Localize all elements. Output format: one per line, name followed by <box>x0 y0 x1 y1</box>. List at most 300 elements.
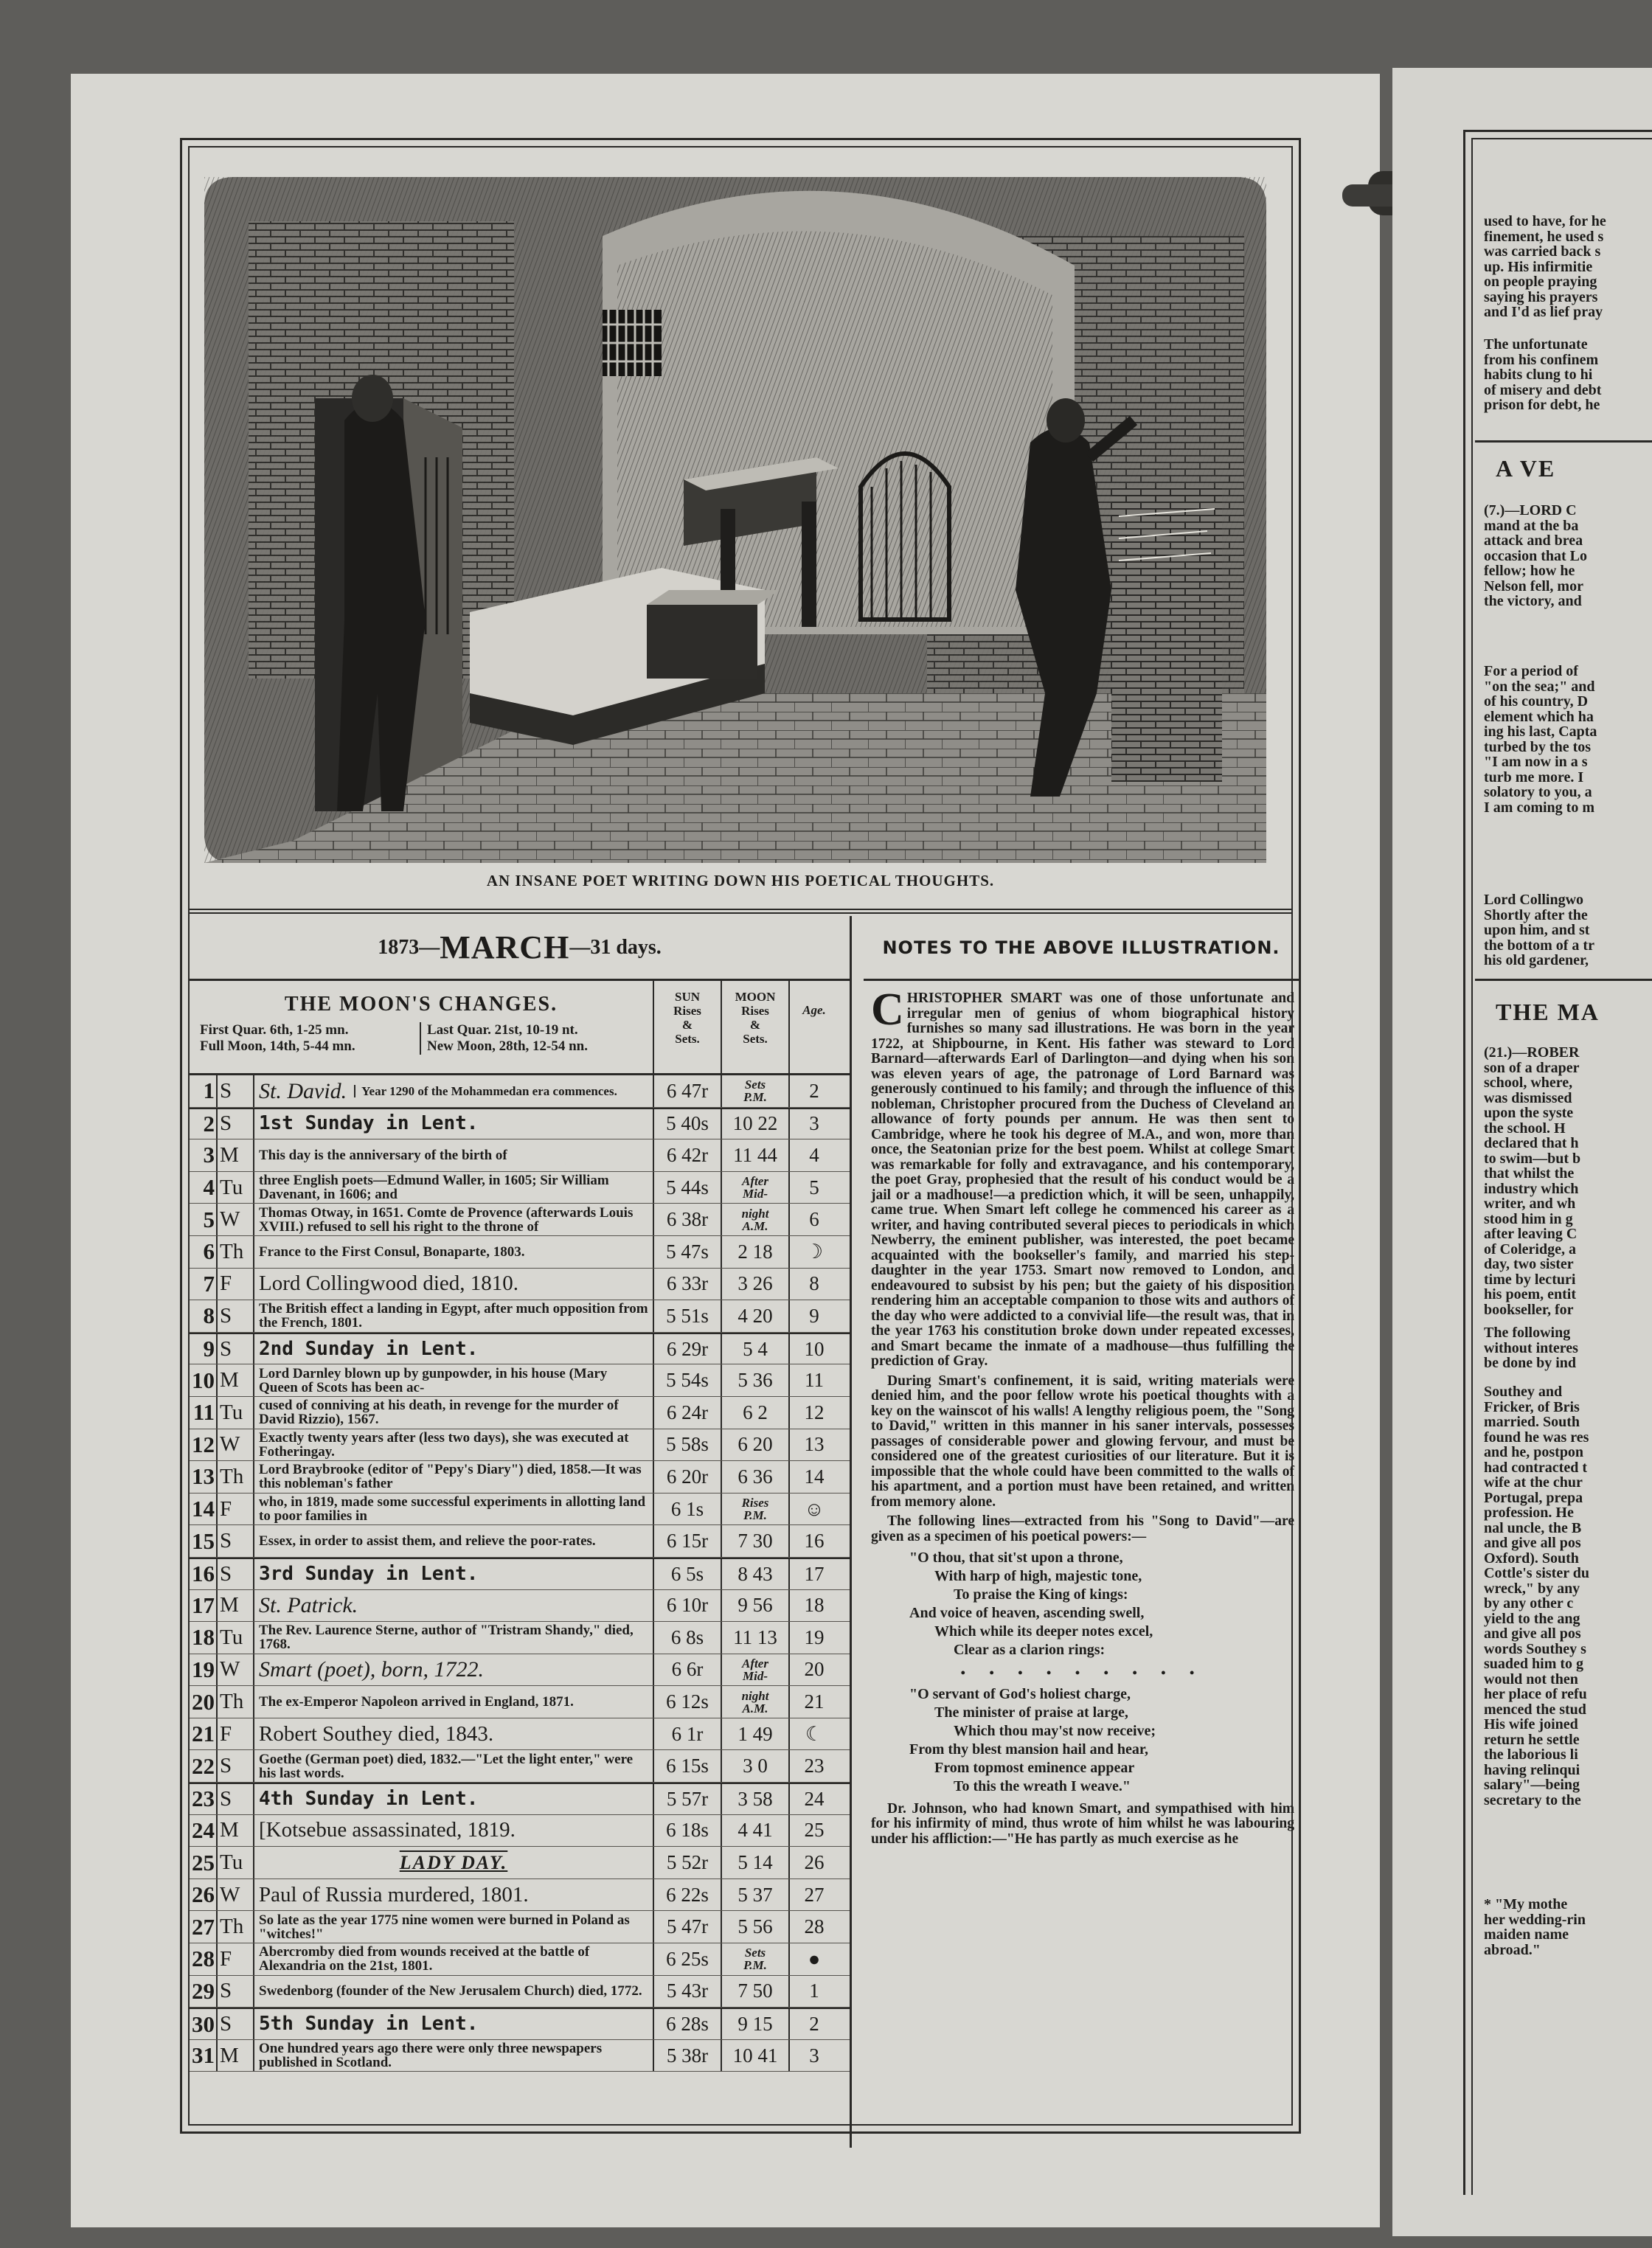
page-frame-inner <box>188 146 1293 2126</box>
text-line: her wedding-rin <box>1484 1911 1586 1928</box>
event-main: [Kotsebue assassinated, 1819. <box>259 1818 516 1842</box>
calendar-row <box>190 1429 850 1462</box>
moon-age: 2 <box>809 2013 819 2036</box>
event-text <box>254 1943 654 1975</box>
event-main: three English poets—Edmund Waller, in 1605; Sir William Davenant, in 1606; and <box>259 1173 609 1203</box>
sun-rise-set: 5 47s <box>654 1236 722 1268</box>
event-main: Essex, in order to assist them, and relieve the poor-rates. <box>259 1533 596 1550</box>
day-number: 12 <box>190 1429 218 1461</box>
day-number: 22 <box>190 1750 218 1782</box>
text-line: mand at the ba <box>1484 517 1579 534</box>
event-main: Robert Southey died, 1843. <box>259 1721 494 1746</box>
weekday: F <box>218 1269 254 1300</box>
illustration-caption: AN INSANE POET WRITING DOWN HIS POETICAL THOUGHTS. <box>486 872 995 889</box>
text-line: his old gardener, <box>1484 952 1589 968</box>
calendar-row <box>190 2040 850 2072</box>
calendar-row <box>190 1879 850 1912</box>
text-line: secretary to the <box>1484 1791 1581 1808</box>
day-number: 3 <box>190 1139 218 1171</box>
right-rule-2 <box>1475 979 1652 981</box>
event-text <box>254 1879 654 1911</box>
calendar-row <box>190 1847 850 1879</box>
text-line: habits clung to hi <box>1484 367 1593 383</box>
text-line: upon the syste <box>1484 1105 1574 1121</box>
weekday: Th <box>218 1686 254 1718</box>
moon-age: 1 <box>809 1980 819 2002</box>
weekday: S <box>218 2009 254 2039</box>
day-number: 26 <box>190 1879 218 1911</box>
moon-age: ● <box>808 1947 821 1970</box>
moon-changes-right: Last Quar. 21st, 10-19 nt. New Moon, 28th, 12-54 nn. <box>420 1022 647 1055</box>
text-line: son of a draper <box>1484 1059 1580 1076</box>
event-main: Swedenborg (founder of the New Jerusalem Church) died, 1772. <box>259 1983 642 1999</box>
weekday: M <box>218 1139 254 1171</box>
event-main: Abercromby died from wounds received at the battle of Alexandria on the 21st, 1801. <box>259 1944 590 1974</box>
day-number: 4 <box>190 1172 218 1204</box>
day-number: 17 <box>190 1590 218 1622</box>
dash: — <box>419 935 440 959</box>
weekday: F <box>218 1943 254 1975</box>
sun-rise-set: 6 24r <box>654 1397 722 1429</box>
text-line: the laborious li <box>1484 1746 1578 1763</box>
moon-age: 9 <box>809 1304 819 1327</box>
moon-rise-set: 5 36 <box>722 1364 790 1396</box>
sun-rise-set: 5 40s <box>654 1109 722 1139</box>
text-line: attack and brea <box>1484 532 1583 549</box>
moon-rise-set: 6 20 <box>722 1429 790 1461</box>
moon-age: 16 <box>804 1530 825 1553</box>
event-main: One hundred years ago there were only three newspapers published in Scotland. <box>259 2041 603 2071</box>
text-line: Shortly after the <box>1484 906 1588 923</box>
text-line: fellow; how he <box>1484 563 1575 579</box>
moon-rise-set: 6 36 <box>722 1461 790 1493</box>
calendar-row <box>190 1911 850 1943</box>
notes-paragraph-2: During Smart's confinement, it is said, writing materials were denied him, and the poor fellow wrote his poetical thoughts with a key on the wainscot of his walls! A lengthy religious poem, the "Song to David," written in this manner in his saner intervals, possesses passages of considerable power and glowing fervour, and must be considered one of the greatest curiosities of our literature. But it is impossible that the whole could have been committed to the walls of his apartment, and a portion must have been retained, and written from memory alone. <box>871 1373 1294 1510</box>
sun-rise-set: 6 10r <box>654 1590 722 1622</box>
weekday: W <box>218 1429 254 1461</box>
weekday: Th <box>218 1461 254 1493</box>
event-text <box>254 1364 654 1396</box>
moon-age: 10 <box>804 1337 825 1360</box>
text-line: that whilst the <box>1484 1165 1575 1182</box>
moon-rise-set: After Mid- <box>722 1172 790 1204</box>
weekday: S <box>218 1525 254 1557</box>
calendar-row <box>190 1686 850 1718</box>
calendar-row <box>190 1333 850 1365</box>
event-main: Smart (poet), born, 1722. <box>259 1657 484 1682</box>
weekday: F <box>218 1494 254 1525</box>
text-line: day, two sister <box>1484 1256 1574 1272</box>
age-column-header: Age. <box>802 1003 826 1017</box>
weekday: M <box>218 1815 254 1847</box>
event-main: 2nd Sunday in Lent. <box>259 1337 479 1360</box>
weekday: S <box>218 1300 254 1332</box>
right-text-block-5 <box>1484 892 1652 968</box>
event-main: Thomas Otway, in 1651. Comte de Provence (afterwards Louis XVIII.) refused to sell his right to the throne of <box>259 1204 634 1235</box>
moon-age: 26 <box>804 1851 825 1874</box>
weekday: S <box>218 1075 254 1107</box>
event-main: The Rev. Laurence Sterne, author of "Tristram Shandy," died, 1768. <box>259 1623 634 1653</box>
sun-rise-set: 6 47r <box>654 1075 722 1107</box>
moon-age: 4 <box>809 1143 819 1166</box>
moon-rise-set: 2 18 <box>722 1236 790 1268</box>
moon-rise-set: 7 50 <box>722 1976 790 2008</box>
moon-age: 2 <box>809 1079 819 1102</box>
event-main: France to the First Consul, Bonaparte, 1803. <box>259 1243 525 1260</box>
sun-rise-set: 6 15r <box>654 1525 722 1557</box>
text-line: on people praying <box>1484 274 1597 290</box>
days-count: —31 days. <box>569 935 662 959</box>
event-main: 4th Sunday in Lent. <box>259 1787 479 1810</box>
moon-changes-box <box>190 981 654 1073</box>
text-line: stood him in g <box>1484 1210 1573 1227</box>
event-text <box>254 1847 654 1878</box>
moon-rise-set: 9 56 <box>722 1590 790 1622</box>
event-text <box>254 1911 654 1943</box>
text-line: (7.)—LORD C <box>1484 502 1577 518</box>
day-number: 15 <box>190 1525 218 1557</box>
text-line: had contracted t <box>1484 1459 1587 1476</box>
day-number: 18 <box>190 1622 218 1654</box>
moon-age: 19 <box>804 1626 825 1648</box>
weekday: S <box>218 1750 254 1782</box>
moon-rise-set: 11 44 <box>722 1139 790 1171</box>
moon-rise-set: Rises P.M. <box>722 1494 790 1525</box>
page-frame <box>180 138 1301 2134</box>
sun-rise-set: 6 25s <box>654 1943 722 1975</box>
notes-paragraph-4: Dr. Johnson, who had known Smart, and sympathised with him for his infirmity of mind, thus wrote of him whilst he was labouring under his affliction:—"He has partly as much exercise as he <box>871 1800 1294 1847</box>
day-number: 23 <box>190 1784 218 1814</box>
moon-rise-set: 5 37 <box>722 1879 790 1911</box>
event-text <box>254 1815 654 1847</box>
day-number: 25 <box>190 1847 218 1878</box>
event-secondary: Year 1290 of the Mohammedan era commences. <box>354 1085 617 1097</box>
calendar-row <box>190 1783 850 1815</box>
text-line: His wife joined <box>1484 1716 1578 1732</box>
text-line: finement, he used s <box>1484 228 1604 245</box>
left-page <box>71 74 1380 2227</box>
text-line: school, where, <box>1484 1075 1573 1091</box>
event-text <box>254 1718 654 1750</box>
text-line: occasion that Lo <box>1484 547 1587 564</box>
moon-rise-set: 5 14 <box>722 1847 790 1878</box>
moon-age: 24 <box>804 1787 825 1810</box>
moon-age: ☺ <box>804 1497 825 1520</box>
weekday: W <box>218 1879 254 1911</box>
calendar-row <box>190 1204 850 1236</box>
sun-rise-set: 6 12s <box>654 1686 722 1718</box>
day-number: 9 <box>190 1334 218 1364</box>
moon-column-header: MOON Rises & Sets. <box>722 981 790 1073</box>
calendar-row <box>190 1108 850 1140</box>
text-line: The unfortunate <box>1484 336 1588 353</box>
moon-age: 13 <box>804 1433 825 1456</box>
text-line: having relinqui <box>1484 1761 1580 1778</box>
text-line: and he, postpon <box>1484 1444 1584 1460</box>
text-line: prison for debt, he <box>1484 397 1600 413</box>
moon-age: 28 <box>804 1915 825 1938</box>
text-line: declared that h <box>1484 1135 1579 1151</box>
text-line: without interes <box>1484 1339 1578 1356</box>
event-text <box>254 1559 654 1589</box>
weekday: Th <box>218 1911 254 1943</box>
right-page-fragment <box>1392 68 1652 2236</box>
weekday: W <box>218 1654 254 1686</box>
text-line: ing his last, Capta <box>1484 724 1597 740</box>
event-text <box>254 1429 654 1461</box>
event-main: LADY DAY. <box>399 1852 508 1874</box>
moon-age: 20 <box>804 1658 825 1681</box>
day-number: 29 <box>190 1976 218 2008</box>
sun-rise-set: 5 43r <box>654 1976 722 2008</box>
text-line: bookseller, for <box>1484 1301 1574 1318</box>
event-main: So late as the year 1775 nine women were burned in Poland as "witches!" <box>259 1912 630 1942</box>
event-text <box>254 1750 654 1782</box>
text-line: married. South <box>1484 1414 1580 1430</box>
month-header <box>190 916 850 981</box>
event-text <box>254 1686 654 1718</box>
moon-rise-set: 3 58 <box>722 1784 790 1814</box>
right-text-block-4 <box>1484 664 1652 815</box>
event-main: The ex-Emperor Napoleon arrived in England, 1871. <box>259 1694 574 1710</box>
text-line: of his country, D <box>1484 693 1589 710</box>
sun-rise-set: 6 33r <box>654 1269 722 1300</box>
weekday: S <box>218 1976 254 2008</box>
right-heading-2: THE MA <box>1496 999 1600 1025</box>
text-line: writer, and wh <box>1484 1196 1576 1212</box>
calendar-row <box>190 1300 850 1333</box>
calendar-row <box>190 1461 850 1494</box>
poem-stanza-2: "O servant of God's holiest charge, The minister of praise at large, Which thou may'st now receive; From thy blest mansion hail and hear, From topmost eminence appear To this the wreath I weave." <box>909 1685 1156 1794</box>
event-main: cused of conniving at his death, in revenge for the murder of David Rizzio), 1567. <box>259 1398 619 1428</box>
event-main: 5th Sunday in Lent. <box>259 2013 479 2036</box>
event-text <box>254 1976 654 2008</box>
weekday: M <box>218 2040 254 2072</box>
moon-rise-set: 1 49 <box>722 1718 790 1750</box>
calendar-row <box>190 1269 850 1301</box>
calendar-row <box>190 1654 850 1687</box>
calendar-column-headers <box>190 981 850 1075</box>
event-text <box>254 1784 654 1814</box>
event-main: St. David. <box>259 1078 347 1103</box>
text-line: the bottom of a tr <box>1484 937 1594 954</box>
sun-rise-set: 6 20r <box>654 1461 722 1493</box>
event-text <box>254 1109 654 1139</box>
text-line: used to have, for he <box>1484 213 1606 229</box>
moon-rise-set: night A.M. <box>722 1204 790 1235</box>
event-text <box>254 1461 654 1493</box>
text-line: menced the stud <box>1484 1701 1586 1718</box>
text-line: turb me more. I <box>1484 769 1584 785</box>
moon-age: 3 <box>809 1112 819 1135</box>
text-line: wife at the chur <box>1484 1474 1583 1491</box>
sun-rise-set: 5 52r <box>654 1847 722 1878</box>
event-text <box>254 1236 654 1268</box>
event-text <box>254 1525 654 1557</box>
weekday: Th <box>218 1236 254 1268</box>
sun-rise-set: 5 47r <box>654 1911 722 1943</box>
moon-age: 25 <box>804 1819 825 1842</box>
notes-column <box>864 916 1299 2148</box>
text-line: For a period of <box>1484 663 1578 679</box>
sun-rise-set: 6 5s <box>654 1559 722 1589</box>
text-line: maiden name <box>1484 1926 1569 1943</box>
moon-age: 6 <box>809 1208 819 1231</box>
text-line: was carried back s <box>1484 243 1601 260</box>
moon-age: ☾ <box>805 1722 824 1745</box>
notes-body <box>864 981 1299 1847</box>
notes-paragraph-1: CHRISTOPHER SMART was one of those unfortunate and irregular men of genius of whom biographical history furnishes so many sad illustrations. He was born in the year 1722, at Shipbourne, in Kent. His father was steward to Lord Barnard—afterwards Earl of Darlington—and dying when his son was eleven years of age, the patronage of Lord Barnard was generously continued to his family; and through the influence of this nobleman, Christopher procured from the Duchess of Cleveland an allowance of forty pounds per annum. He was then sent to Cambridge, where he took his degree of M.A., and won, more than once, the Seatonian prize for the best poem. Whilst at college Smart was remarkable for folly and extravagance, and his contemporary, the poet Gray, prophesied that the result of his conduct would be a jail or a madhouse!—a prediction which, it will be seen, unhappily, came true. When Smart left college he commenced his career as a writer, and having contributed several pieces to periodicals in which Newberry, the eminent publisher, was interested, the poet became acquainted with the bookseller's family, and married his step-daughter in the year 1753. Smart now removed to London, and endeavoured to subsist by his pen; but the gaiety of his disposition rendering him an acceptable companion to those wits and authors of the day who were addicted to a convivial life—the result was, that in the year 1763 his constitution broke down under repeated excesses, and Smart became the inmate of a madhouse—thus fulfilling the prediction of Gray. <box>871 985 1294 1369</box>
weekday: S <box>218 1784 254 1814</box>
moon-age: 27 <box>804 1883 825 1906</box>
text-line: and give all pos <box>1484 1626 1581 1642</box>
day-number: 24 <box>190 1815 218 1847</box>
month-name: MARCH <box>440 929 570 965</box>
weekday: S <box>218 1334 254 1364</box>
sun-rise-set: 5 58s <box>654 1429 722 1461</box>
drop-cap: C <box>871 985 904 1035</box>
moon-age: ☽ <box>805 1240 824 1263</box>
text-line: yield to the ang <box>1484 1610 1580 1627</box>
text-line: words Southey s <box>1484 1640 1586 1657</box>
day-number: 16 <box>190 1559 218 1589</box>
weekday: S <box>218 1559 254 1589</box>
moon-rise-set: After Mid- <box>722 1654 790 1686</box>
sun-rise-set: 6 15s <box>654 1750 722 1782</box>
sun-rise-set: 5 38r <box>654 2040 722 2072</box>
day-number: 13 <box>190 1461 218 1493</box>
sun-rise-set: 6 29r <box>654 1334 722 1364</box>
moon-age: 23 <box>804 1755 825 1777</box>
right-text-block-2 <box>1484 337 1652 413</box>
text-line: after leaving C <box>1484 1226 1578 1242</box>
event-main: Lord Darnley blown up by gunpowder, in his house (Mary Queen of Scots has been ac- <box>259 1365 608 1395</box>
sun-rise-set: 5 57r <box>654 1784 722 1814</box>
moon-age: 12 <box>804 1401 825 1423</box>
text-line: solatory to you, a <box>1484 784 1592 800</box>
moon-rise-set: 10 22 <box>722 1109 790 1139</box>
year-label: 1873 <box>378 935 420 959</box>
text-line: industry which <box>1484 1180 1579 1197</box>
event-text <box>254 1139 654 1171</box>
day-number: 21 <box>190 1718 218 1750</box>
moon-rise-set: Sets P.M. <box>722 1943 790 1975</box>
text-line: turbed by the tos <box>1484 738 1592 755</box>
text-line: "on the sea;" and <box>1484 678 1595 695</box>
engraving-illustration <box>204 177 1266 863</box>
right-text-block-8 <box>1484 1384 1652 1808</box>
moon-age: 8 <box>809 1272 819 1295</box>
text-line: up. His infirmitie <box>1484 258 1593 275</box>
moon-rise-set: 11 13 <box>722 1622 790 1654</box>
sun-rise-set: 6 18s <box>654 1815 722 1847</box>
event-text <box>254 1172 654 1204</box>
day-number: 11 <box>190 1397 218 1429</box>
calendar-table <box>190 916 852 2148</box>
calendar-row <box>190 1558 850 1590</box>
day-number: 19 <box>190 1654 218 1686</box>
text-line: the school. H <box>1484 1120 1566 1137</box>
sun-rise-set: 6 6r <box>654 1654 722 1686</box>
notes-title: NOTES TO THE ABOVE ILLUSTRATION. <box>864 916 1299 981</box>
day-number: 20 <box>190 1686 218 1718</box>
moon-rise-set: 3 26 <box>722 1269 790 1300</box>
event-main: 1st Sunday in Lent. <box>259 1112 479 1135</box>
calendar-row <box>190 2008 850 2040</box>
text-line: Cottle's sister du <box>1484 1565 1589 1581</box>
text-line: "I am now in a s <box>1484 754 1588 770</box>
calendar-row <box>190 1494 850 1526</box>
day-number: 10 <box>190 1364 218 1396</box>
right-text-block-6 <box>1484 1045 1652 1317</box>
event-main: Exactly twenty years after (less two days), she was executed at Fotheringay. <box>259 1429 629 1460</box>
text-line: Fricker, of Bris <box>1484 1398 1580 1415</box>
text-line: Oxford). South <box>1484 1550 1579 1567</box>
right-text-block-9 <box>1484 1897 1652 1957</box>
text-line: wreck," by any <box>1484 1580 1580 1597</box>
moon-rise-set: 10 41 <box>722 2040 790 2072</box>
weekday: M <box>218 1590 254 1622</box>
moon-age: 3 <box>809 2044 819 2067</box>
sun-rise-set: 6 8s <box>654 1622 722 1654</box>
event-text <box>254 2009 654 2039</box>
moon-rise-set: 5 4 <box>722 1334 790 1364</box>
calendar-row <box>190 1590 850 1623</box>
moon-age: 18 <box>804 1594 825 1617</box>
text-line: the victory, and <box>1484 593 1582 609</box>
text-line: her place of refu <box>1484 1686 1587 1702</box>
calendar-row <box>190 1236 850 1269</box>
day-number: 14 <box>190 1494 218 1525</box>
event-text <box>254 2040 654 2072</box>
moon-rise-set: 8 43 <box>722 1559 790 1589</box>
sun-column-header: SUN Rises & Sets. <box>654 981 722 1073</box>
calendar-rows <box>190 1075 850 2072</box>
stanza-separator: • • • • • • • • • <box>960 1665 1205 1680</box>
day-number: 2 <box>190 1109 218 1139</box>
text-line: and I'd as lief pray <box>1484 304 1603 320</box>
moon-rise-set: 9 15 <box>722 2009 790 2039</box>
text-line: of Coleridge, a <box>1484 1241 1576 1257</box>
event-main: Lord Collingwood died, 1810. <box>259 1272 519 1296</box>
text-line: Nelson fell, mor <box>1484 577 1583 594</box>
calendar-row <box>190 1815 850 1848</box>
moon-rise-set: night A.M. <box>722 1686 790 1718</box>
right-heading-1: A VE <box>1496 455 1556 482</box>
text-line: Southey and <box>1484 1384 1563 1400</box>
sun-rise-set: 5 44s <box>654 1172 722 1204</box>
text-line: his poem, entit <box>1484 1286 1576 1302</box>
day-number: 1 <box>190 1075 218 1107</box>
sun-rise-set: 6 38r <box>654 1204 722 1235</box>
moon-age: 21 <box>804 1690 825 1713</box>
sun-rise-set: 6 22s <box>654 1879 722 1911</box>
weekday: F <box>218 1718 254 1750</box>
calendar-row <box>190 1525 850 1558</box>
text-line: by any other c <box>1484 1595 1574 1612</box>
day-number: 5 <box>190 1204 218 1235</box>
day-number: 6 <box>190 1236 218 1268</box>
event-main: Paul of Russia murdered, 1801. <box>259 1882 529 1907</box>
moon-age: 17 <box>804 1562 825 1585</box>
text-line: I am coming to m <box>1484 799 1594 816</box>
event-main: Lord Braybrooke (editor of "Pepy's Diary") died, 1858.—It was this nobleman's father <box>259 1462 642 1492</box>
poem-stanza-1: "O thou, that sit'st upon a throne, With harp of high, majestic tone, To praise the King of kings: And voice of heaven, ascending swell, Which while its deeper notes excel, Clear as a clarion rings: <box>909 1550 1153 1658</box>
right-text-block-7 <box>1484 1325 1652 1371</box>
section-rule <box>190 909 1291 914</box>
calendar-row <box>190 1397 850 1429</box>
text-line: Portugal, prepa <box>1484 1489 1583 1506</box>
